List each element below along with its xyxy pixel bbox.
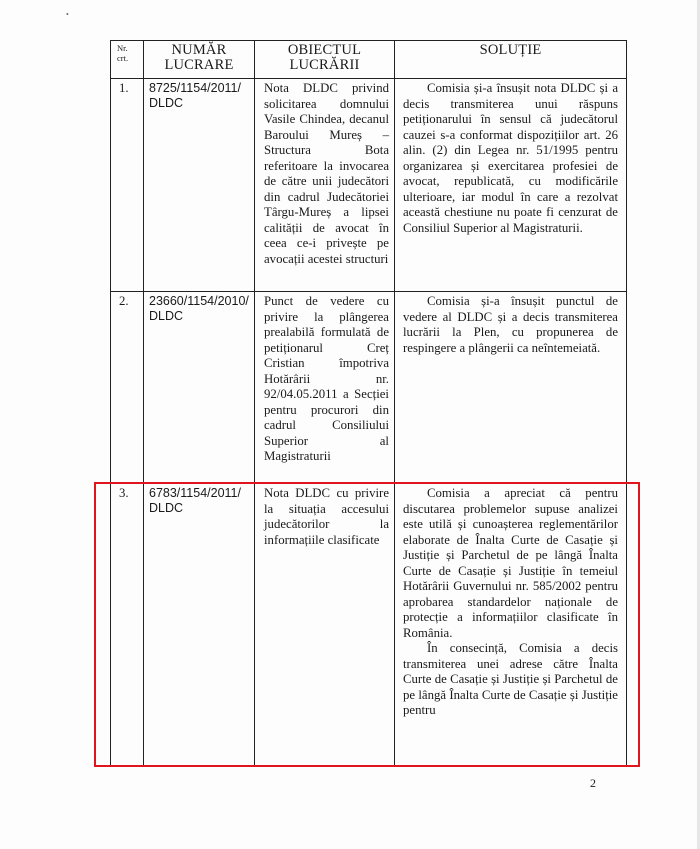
row-case-number: 23660/1154/2010/ DLDC — [144, 292, 255, 484]
row-number: 3. — [111, 484, 144, 766]
header-numar-lucrare: NUMĂR LUCRARE — [144, 41, 255, 79]
row-solution-paragraph: În consecință, Comisia a decis transmiterea unei adrese către Înalta Curte de Casație și Justiție și Parchetul de pe lângă Înalta Curte de Casație și Justiție pentru — [403, 641, 618, 717]
row-solution-text: Comisia și-a însușit nota DLDC și a decis transmiterea unui răspuns petiționarului în sensul că judecătorul cauzei s-a conformat dispozițiilor art. 26 alin. (2) din Legea nr. 51/1995 pentru organizarea și exercitarea profesiei de avocat, republicată, cu modificările ulterioare, iar modul în care a rezolvat această chestiune nu poate fi cenzurat de Consiliul Superior al Magistraturii. — [403, 81, 618, 235]
row-case-number: 8725/1154/2011/ DLDC — [144, 79, 255, 292]
table-row — [111, 292, 627, 484]
row-object: Nota DLDC cu privire la situația accesului judecătorilor la informațiile clasificate — [255, 484, 395, 766]
row-number: 1. — [111, 79, 144, 292]
scan-speck: • — [66, 10, 69, 19]
row-number: 2. — [111, 292, 144, 484]
row-object: Punct de vedere cu privire la plângerea prealabilă formulată de petiționarul Creț Cristian împotriva Hotărârii nr. 92/04.05.2011 a Secției pentru procurori din cadrul Consiliului Superior al Magistraturii — [255, 292, 395, 484]
header-nr-crt: Nr. crt. — [111, 41, 144, 79]
row-solution-text: Comisia și-a însușit punctul de vedere al DLDC și a decis transmiterea lucrării la Plen, cu propunerea de respingere a plângerii ca neîntemeiată. — [403, 294, 618, 355]
header-obiectul-lucrarii: OBIECTUL LUCRĂRII — [255, 41, 395, 79]
row-solution-paragraph: Comisia a apreciat că pentru discutarea problemelor supuse analizei este utilă și cunoașterea reglementărilor elaborate de Înalta Curte de Casație și Justiție și Parchetul de pe lângă Înalta Curte de Casație și Justiție în temeiul Hotărârii Guvernului nr. 585/2002 pentru aprobarea standardelor naționale de protecție a informațiilor clasificate în România. — [403, 486, 618, 640]
row-object: Nota DLDC privind solicitarea domnului Vasile Chindea, decanul Baroului Mureș – Structura Bota referitoare la invocarea de către unii judecători din cadrul Judecătoriei Târgu-Mureș a lipsei calității de avocat în ceea ce-i privește pe avocații acestei structuri — [255, 79, 395, 292]
row-solution — [395, 292, 627, 484]
page-number: 2 — [590, 776, 596, 790]
table-header-row — [111, 41, 627, 79]
row-case-number: 6783/1154/2011/ DLDC — [144, 484, 255, 766]
row-solution — [395, 79, 627, 292]
red-highlight-box — [94, 482, 640, 767]
table-row — [111, 79, 627, 292]
header-solutie: SOLUȚIE — [395, 41, 627, 79]
